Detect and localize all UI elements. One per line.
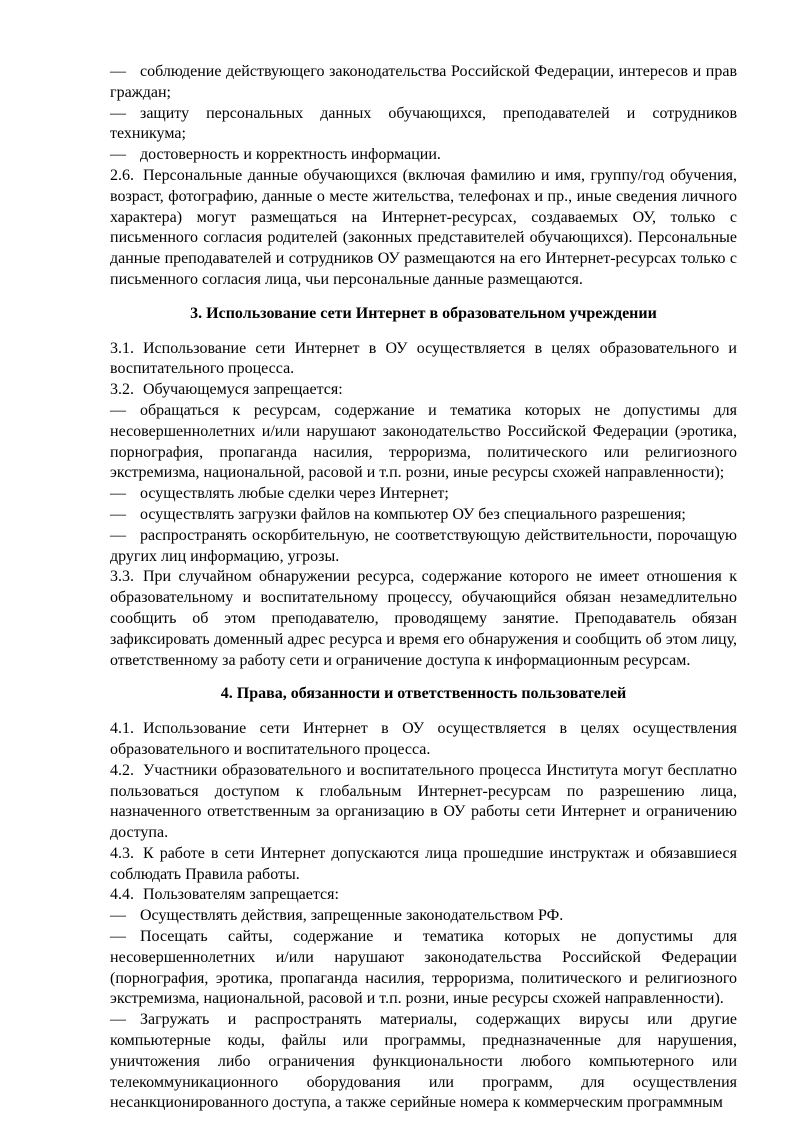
list-item <box>110 1010 737 1114</box>
paragraph-text: обращаться к ресурсам, содержание и тематика которых не допустимы для несовершеннолетних и/или нарушают законодательство Российской Федерации (эротика, порнография, пропаганда насилия, терроризма, политического или религиозного экстремизма, национальной, расовой и т.п. розни, иные ресурсы схожей направленности); <box>110 401 737 482</box>
paragraph-text: Обучающемуся запрещается: <box>143 381 343 399</box>
item-number: 4.4. <box>110 886 134 904</box>
paragraph-text: К работе в сети Интернет допускаются лица прошедшие инструктаж и обязавшиеся соблюдать Правила работы. <box>110 844 737 883</box>
dash-marker: — <box>110 401 126 419</box>
list-item <box>110 401 737 484</box>
dash-marker: — <box>110 104 126 122</box>
paragraph <box>110 380 737 401</box>
paragraph <box>110 166 737 291</box>
dash-marker: — <box>110 928 126 946</box>
item-number: 3.2. <box>110 381 134 399</box>
dash-marker: — <box>110 146 126 164</box>
item-number: 2.6. <box>110 166 134 184</box>
list-item <box>110 104 737 146</box>
paragraph-text: Загружать и распространять материалы, содержащих вирусы или другие компьютерные коды, файлы или программы, предназначенные для нарушения, уничтожения либо ограничения функциональности любого компьютерного или телекоммуникационного оборудования или программ, для осуществления несанкционированного доступа, а также серийные номера к коммерческим программным <box>110 1011 737 1112</box>
item-number: 4.1. <box>110 720 134 738</box>
paragraph <box>110 885 737 906</box>
list-item <box>110 145 737 166</box>
paragraph <box>110 761 737 844</box>
document-content <box>110 62 737 1114</box>
item-number: 4.3. <box>110 844 134 862</box>
dash-marker: — <box>110 907 126 925</box>
paragraph-text: осуществлять любые сделки через Интернет; <box>140 485 449 503</box>
paragraph <box>110 719 737 761</box>
section-heading: 3. Использование сети Интернет в образовательном учреждении <box>190 304 657 322</box>
dash-marker: — <box>110 505 126 523</box>
paragraph-text: защиту персональных данных обучающихся, преподавателей и сотрудников техникума; <box>110 104 737 143</box>
list-item <box>110 927 737 1010</box>
list-item <box>110 906 737 927</box>
paragraph-text: При случайном обнаружении ресурса, содержание которого не имеет отношения к образовательному и воспитательному процессу, обучающийся обязан незамедлительно сообщить об этом преподавателю, проводящему занятие. Преподаватель обязан зафиксировать доменный адрес ресурса и время его обнаружения и сообщить об этом лицу, ответственному за работу сети и ограничение доступа к информационным ресурсам. <box>110 568 737 669</box>
paragraph-text: осуществлять загрузки файлов на компьютер ОУ без специального разрешения; <box>140 505 686 523</box>
dash-marker: — <box>110 1011 126 1029</box>
paragraph-text: Осуществлять действия, запрещенные законодательством РФ. <box>140 907 564 925</box>
section-heading: 4. Права, обязанности и ответственность пользователей <box>220 685 627 703</box>
paragraph-text: Посещать сайты, содержание и тематика которых не допустимы для несовершеннолетних и/или нарушают законодательства Российской Федерации (порнография, эротика, пропаганда насилия, терроризма, политического и религиозного экстремизма, национальной, расовой и т.п. розни, иные ресурсы схожей направленности). <box>110 928 737 1008</box>
paragraph <box>110 567 737 671</box>
item-number: 3.3. <box>110 568 134 586</box>
paragraph-text: Использование сети Интернет в ОУ осуществляется в целях образовательного и воспитательного процесса. <box>110 339 737 378</box>
paragraph-text: Персональные данные обучающихся (включая фамилию и имя, группу/год обучения, возраст, фотографию, данные о месте жительства, телефонах и пр., иные сведения личного характера) могут размещаться на Интернет-ресурсах, создаваемых ОУ, только с письменного согласия родителей (законных представителей обучающихся). Персональные данные преподавателей и сотрудников ОУ размещаются на его Интернет-ресурсах только с письменного согласия лица, чьи персональные данные размещаются. <box>110 166 737 288</box>
paragraph-text: Использование сети Интернет в ОУ осуществляется в целях осуществления образовательного и воспитательного процесса. <box>110 720 737 758</box>
paragraph-text: распространять оскорбительную, не соответствующую действительности, порочащую других лиц информацию, угрозы. <box>110 526 737 565</box>
item-number: 3.1. <box>110 339 134 357</box>
paragraph-text: достоверность и корректность информации. <box>140 146 441 164</box>
paragraph-text: Пользователям запрещается: <box>143 886 339 904</box>
paragraph-text: соблюдение действующего законодательства Российской Федерации, интересов и прав граждан; <box>110 63 737 101</box>
dash-marker: — <box>110 63 126 80</box>
dash-marker: — <box>110 526 126 544</box>
list-item <box>110 62 737 104</box>
list-item <box>110 526 737 568</box>
list-item <box>110 505 737 526</box>
paragraph-text: Участники образовательного и воспитательного процесса Института могут бесплатно пользоваться доступом к глобальным Интернет-ресурсам по разрешению лица, назначенного ответственным за организацию в ОУ работы сети Интернет и ограничению доступа. <box>110 761 737 842</box>
dash-marker: — <box>110 485 126 503</box>
paragraph <box>110 844 737 886</box>
item-number: 4.2. <box>110 761 134 779</box>
list-item <box>110 484 737 505</box>
paragraph <box>110 339 737 381</box>
